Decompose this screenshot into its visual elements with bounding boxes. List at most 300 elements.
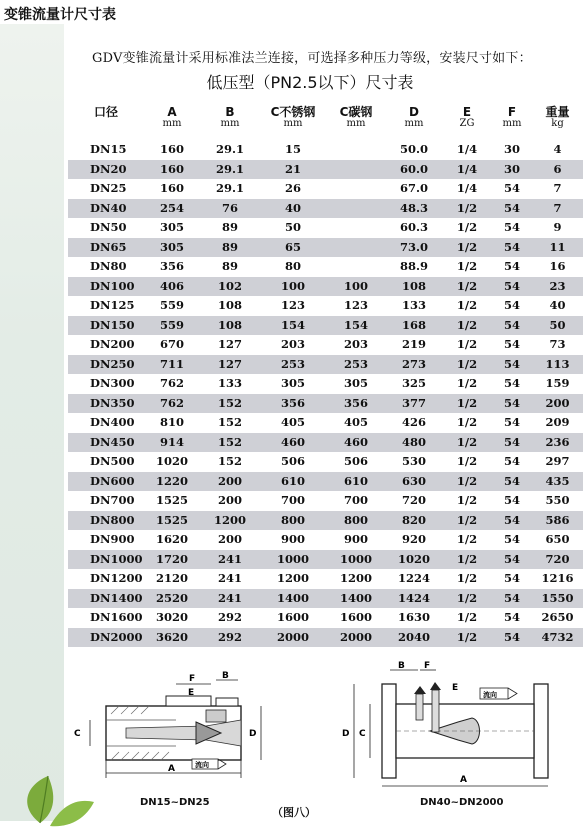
value-cell: 1/4 bbox=[456, 142, 478, 157]
column-header-unit: mm bbox=[283, 118, 303, 129]
right-dim-e: E bbox=[452, 683, 459, 693]
value-cell: 630 bbox=[401, 473, 426, 488]
table-row bbox=[68, 550, 583, 570]
value-cell: 297 bbox=[545, 454, 570, 469]
value-cell: 253 bbox=[343, 356, 368, 371]
size-cell: DN400 bbox=[90, 415, 135, 430]
value-cell: 108 bbox=[217, 298, 242, 313]
value-cell: 21 bbox=[284, 161, 301, 176]
value-cell: 54 bbox=[503, 181, 520, 196]
size-cell: DN700 bbox=[90, 493, 135, 508]
value-cell: 54 bbox=[503, 298, 520, 313]
value-cell: 1000 bbox=[339, 551, 372, 566]
column-header bbox=[442, 102, 492, 140]
size-cell: DN15 bbox=[90, 142, 127, 157]
value-cell: 480 bbox=[401, 434, 426, 449]
value-cell: 108 bbox=[401, 278, 426, 293]
value-cell: 273 bbox=[401, 356, 426, 371]
table-row bbox=[68, 179, 583, 199]
value-cell: 30 bbox=[503, 161, 520, 176]
value-cell: 241 bbox=[217, 571, 242, 586]
value-cell: 67.0 bbox=[399, 181, 428, 196]
value-cell: 89 bbox=[221, 239, 238, 254]
table-row bbox=[68, 452, 583, 472]
value-cell: 1550 bbox=[541, 590, 574, 605]
value-cell: 54 bbox=[503, 337, 520, 352]
value-cell: 7 bbox=[553, 200, 562, 215]
value-cell: 168 bbox=[401, 317, 426, 332]
value-cell: 900 bbox=[343, 532, 368, 547]
value-cell: 54 bbox=[503, 434, 520, 449]
left-flow-label: 流向 bbox=[195, 761, 209, 769]
value-cell: 762 bbox=[159, 395, 184, 410]
value-cell: 6 bbox=[553, 161, 562, 176]
value-cell: 9 bbox=[553, 220, 562, 235]
value-cell: 152 bbox=[217, 454, 242, 469]
table-row bbox=[68, 355, 583, 375]
value-cell: 2040 bbox=[397, 629, 430, 644]
value-cell: 73 bbox=[549, 337, 566, 352]
value-cell: 200 bbox=[545, 395, 570, 410]
value-cell: 203 bbox=[343, 337, 368, 352]
column-header bbox=[326, 102, 386, 140]
value-cell: 203 bbox=[280, 337, 305, 352]
value-cell: 460 bbox=[280, 434, 305, 449]
value-cell: 29.1 bbox=[215, 142, 244, 157]
left-dim-d: D bbox=[249, 729, 257, 739]
value-cell: 292 bbox=[217, 610, 242, 625]
value-cell: 54 bbox=[503, 415, 520, 430]
value-cell: 1/2 bbox=[456, 493, 478, 508]
size-cell: DN1000 bbox=[90, 551, 143, 566]
column-header-unit: mm bbox=[162, 118, 182, 129]
value-cell bbox=[326, 238, 386, 258]
value-cell: 405 bbox=[280, 415, 305, 430]
value-cell: 1/2 bbox=[456, 395, 478, 410]
value-cell: 133 bbox=[401, 298, 426, 313]
column-header-label: 口径 bbox=[93, 105, 118, 119]
value-cell: 50.0 bbox=[399, 142, 428, 157]
column-header-label: D bbox=[409, 105, 419, 119]
value-cell: 1424 bbox=[397, 590, 430, 605]
value-cell: 54 bbox=[503, 610, 520, 625]
value-cell: 73.0 bbox=[399, 239, 428, 254]
value-cell: 113 bbox=[545, 356, 570, 371]
table-row bbox=[68, 277, 583, 297]
table-row bbox=[68, 511, 583, 531]
table-row bbox=[68, 316, 583, 336]
value-cell: 54 bbox=[503, 356, 520, 371]
value-cell: 100 bbox=[280, 278, 305, 293]
value-cell: 54 bbox=[503, 512, 520, 527]
value-cell: 800 bbox=[343, 512, 368, 527]
value-cell: 1020 bbox=[397, 551, 430, 566]
value-cell: 1400 bbox=[276, 590, 309, 605]
value-cell: 4732 bbox=[541, 629, 574, 644]
column-header-unit: mm bbox=[502, 118, 522, 129]
right-figure-caption: DN40~DN2000 bbox=[420, 797, 504, 808]
value-cell: 810 bbox=[159, 415, 184, 430]
table-row bbox=[68, 296, 583, 316]
column-header-unit: mm bbox=[220, 118, 240, 129]
value-cell: 1224 bbox=[397, 571, 430, 586]
dimension-table bbox=[68, 102, 583, 647]
value-cell: 1/2 bbox=[456, 454, 478, 469]
page-title: 变锥流量计尺寸表 bbox=[4, 7, 116, 23]
value-cell: 800 bbox=[280, 512, 305, 527]
table-row bbox=[68, 218, 583, 238]
table-row bbox=[68, 257, 583, 277]
value-cell: 89 bbox=[221, 259, 238, 274]
value-cell: 7 bbox=[553, 181, 562, 196]
value-cell: 3020 bbox=[155, 610, 188, 625]
value-cell: 48.3 bbox=[399, 200, 428, 215]
value-cell: 460 bbox=[343, 434, 368, 449]
table-row bbox=[68, 569, 583, 589]
value-cell: 700 bbox=[343, 493, 368, 508]
value-cell: 1220 bbox=[155, 473, 188, 488]
drawing-dn40-dn2000 bbox=[340, 660, 572, 800]
value-cell: 1/2 bbox=[456, 298, 478, 313]
value-cell: 2120 bbox=[155, 571, 188, 586]
value-cell: 1/2 bbox=[456, 200, 478, 215]
value-cell: 1525 bbox=[155, 512, 188, 527]
value-cell: 1600 bbox=[276, 610, 309, 625]
value-cell: 1/2 bbox=[456, 629, 478, 644]
value-cell: 54 bbox=[503, 278, 520, 293]
value-cell bbox=[326, 257, 386, 277]
value-cell: 1525 bbox=[155, 493, 188, 508]
value-cell: 154 bbox=[280, 317, 305, 332]
size-cell: DN250 bbox=[90, 356, 135, 371]
value-cell bbox=[326, 179, 386, 199]
value-cell: 54 bbox=[503, 200, 520, 215]
value-cell: 1200 bbox=[339, 571, 372, 586]
value-cell: 54 bbox=[503, 317, 520, 332]
column-header-label: F bbox=[507, 105, 517, 119]
size-cell: DN40 bbox=[90, 200, 127, 215]
value-cell: 670 bbox=[159, 337, 184, 352]
value-cell: 152 bbox=[217, 434, 242, 449]
value-cell: 23 bbox=[549, 278, 566, 293]
value-cell: 586 bbox=[545, 512, 570, 527]
value-cell: 920 bbox=[401, 532, 426, 547]
column-header-label: C不锈钢 bbox=[270, 105, 316, 119]
size-cell: DN600 bbox=[90, 473, 135, 488]
value-cell: 405 bbox=[343, 415, 368, 430]
value-cell: 292 bbox=[217, 629, 242, 644]
value-cell: 236 bbox=[545, 434, 570, 449]
value-cell: 356 bbox=[280, 395, 305, 410]
value-cell: 305 bbox=[280, 376, 305, 391]
value-cell bbox=[326, 140, 386, 160]
column-header-label: 重量 bbox=[545, 105, 570, 119]
value-cell: 1/2 bbox=[456, 415, 478, 430]
value-cell: 711 bbox=[159, 356, 184, 371]
column-header-unit: ZG bbox=[459, 118, 475, 129]
value-cell: 426 bbox=[401, 415, 426, 430]
value-cell: 610 bbox=[280, 473, 305, 488]
value-cell: 29.1 bbox=[215, 181, 244, 196]
value-cell: 1600 bbox=[339, 610, 372, 625]
value-cell: 88.9 bbox=[399, 259, 428, 274]
size-cell: DN65 bbox=[90, 239, 127, 254]
value-cell: 900 bbox=[280, 532, 305, 547]
value-cell: 506 bbox=[280, 454, 305, 469]
value-cell: 26 bbox=[284, 181, 301, 196]
value-cell: 1/2 bbox=[456, 239, 478, 254]
value-cell: 610 bbox=[343, 473, 368, 488]
value-cell: 54 bbox=[503, 259, 520, 274]
value-cell: 650 bbox=[545, 532, 570, 547]
value-cell bbox=[326, 218, 386, 238]
value-cell: 506 bbox=[343, 454, 368, 469]
value-cell: 127 bbox=[217, 356, 242, 371]
value-cell: 1/2 bbox=[456, 512, 478, 527]
value-cell: 152 bbox=[217, 395, 242, 410]
right-dim-b: B bbox=[398, 661, 405, 671]
column-header-label: C碳钢 bbox=[339, 105, 373, 119]
value-cell: 54 bbox=[503, 239, 520, 254]
value-cell: 241 bbox=[217, 590, 242, 605]
value-cell: 1/2 bbox=[456, 317, 478, 332]
value-cell: 40 bbox=[549, 298, 566, 313]
value-cell: 54 bbox=[503, 473, 520, 488]
value-cell bbox=[326, 160, 386, 180]
value-cell: 254 bbox=[159, 200, 184, 215]
figure-number: （图八） bbox=[272, 806, 316, 819]
right-dim-a: A bbox=[460, 775, 467, 785]
column-header bbox=[386, 102, 442, 140]
value-cell: 1/2 bbox=[456, 571, 478, 586]
value-cell: 159 bbox=[545, 376, 570, 391]
value-cell: 1/2 bbox=[456, 590, 478, 605]
value-cell: 305 bbox=[159, 220, 184, 235]
value-cell: 60.3 bbox=[399, 220, 428, 235]
value-cell: 30 bbox=[503, 142, 520, 157]
size-cell: DN500 bbox=[90, 454, 135, 469]
value-cell: 2520 bbox=[155, 590, 188, 605]
value-cell: 914 bbox=[159, 434, 184, 449]
table-title bbox=[0, 70, 588, 93]
value-cell: 89 bbox=[221, 220, 238, 235]
size-cell: DN20 bbox=[90, 161, 127, 176]
column-header bbox=[532, 102, 583, 140]
value-cell: 219 bbox=[401, 337, 426, 352]
value-cell: 1/4 bbox=[456, 181, 478, 196]
size-cell: DN450 bbox=[90, 434, 135, 449]
value-cell: 50 bbox=[284, 220, 301, 235]
left-dim-a: A bbox=[168, 764, 175, 774]
column-header-label: B bbox=[225, 105, 235, 119]
value-cell: 550 bbox=[545, 493, 570, 508]
value-cell: 76 bbox=[221, 200, 238, 215]
value-cell: 2000 bbox=[276, 629, 309, 644]
value-cell: 54 bbox=[503, 493, 520, 508]
value-cell: 700 bbox=[280, 493, 305, 508]
value-cell: 123 bbox=[280, 298, 305, 313]
value-cell: 154 bbox=[343, 317, 368, 332]
value-cell: 54 bbox=[503, 395, 520, 410]
size-cell: DN100 bbox=[90, 278, 135, 293]
value-cell: 305 bbox=[159, 239, 184, 254]
value-cell: 253 bbox=[280, 356, 305, 371]
value-cell: 209 bbox=[545, 415, 570, 430]
column-header-label: E bbox=[462, 105, 472, 119]
value-cell: 1020 bbox=[155, 454, 188, 469]
left-figure-caption: DN15~DN25 bbox=[140, 797, 210, 808]
column-header bbox=[260, 102, 326, 140]
value-cell: 160 bbox=[159, 181, 184, 196]
value-cell: 1200 bbox=[276, 571, 309, 586]
table-row bbox=[68, 238, 583, 258]
table-row bbox=[68, 413, 583, 433]
intro-text: GDV变锥流量计采用标准法兰连接，可选择多种压力等级，安装尺寸如下： bbox=[92, 51, 532, 66]
right-dim-c: C bbox=[359, 729, 366, 739]
value-cell: 1/2 bbox=[456, 278, 478, 293]
value-cell: 15 bbox=[284, 142, 301, 157]
column-header-label: A bbox=[167, 105, 177, 119]
value-cell: 325 bbox=[401, 376, 426, 391]
value-cell: 54 bbox=[503, 629, 520, 644]
value-cell: 820 bbox=[401, 512, 426, 527]
value-cell: 1630 bbox=[397, 610, 430, 625]
table-title-text: 低压型（PN2.5以下）尺寸表 bbox=[206, 73, 414, 92]
value-cell: 1400 bbox=[339, 590, 372, 605]
value-cell: 1/2 bbox=[456, 356, 478, 371]
value-cell: 305 bbox=[343, 376, 368, 391]
value-cell: 200 bbox=[217, 532, 242, 547]
value-cell: 160 bbox=[159, 161, 184, 176]
size-cell: DN1400 bbox=[90, 590, 143, 605]
table-row bbox=[68, 589, 583, 609]
size-cell: DN150 bbox=[90, 317, 135, 332]
value-cell: 1/2 bbox=[456, 610, 478, 625]
value-cell: 1216 bbox=[541, 571, 574, 586]
table-row bbox=[68, 628, 583, 648]
value-cell: 762 bbox=[159, 376, 184, 391]
table-row bbox=[68, 160, 583, 180]
size-cell: DN25 bbox=[90, 181, 127, 196]
value-cell: 160 bbox=[159, 142, 184, 157]
size-cell: DN800 bbox=[90, 512, 135, 527]
size-cell: DN300 bbox=[90, 376, 135, 391]
value-cell: 1000 bbox=[276, 551, 309, 566]
value-cell: 435 bbox=[545, 473, 570, 488]
value-cell: 2650 bbox=[541, 610, 574, 625]
table-row bbox=[68, 608, 583, 628]
value-cell: 29.1 bbox=[215, 161, 244, 176]
size-cell: DN1200 bbox=[90, 571, 143, 586]
size-cell: DN200 bbox=[90, 337, 135, 352]
value-cell: 123 bbox=[343, 298, 368, 313]
column-header bbox=[68, 102, 144, 140]
value-cell: 200 bbox=[217, 473, 242, 488]
value-cell: 377 bbox=[401, 395, 426, 410]
value-cell: 720 bbox=[401, 493, 426, 508]
value-cell: 720 bbox=[545, 551, 570, 566]
value-cell: 200 bbox=[217, 493, 242, 508]
column-header-unit: kg bbox=[551, 118, 564, 129]
column-header-unit: mm bbox=[404, 118, 424, 129]
value-cell bbox=[326, 199, 386, 219]
value-cell: 54 bbox=[503, 376, 520, 391]
table-row bbox=[68, 491, 583, 511]
value-cell: 1/2 bbox=[456, 434, 478, 449]
value-cell: 11 bbox=[549, 239, 566, 254]
size-cell: DN50 bbox=[90, 220, 127, 235]
table-row bbox=[68, 374, 583, 394]
right-dim-d: D bbox=[342, 729, 350, 739]
value-cell: 530 bbox=[401, 454, 426, 469]
table-row bbox=[68, 140, 583, 160]
column-header bbox=[492, 102, 532, 140]
value-cell: 1/2 bbox=[456, 532, 478, 547]
table-row bbox=[68, 199, 583, 219]
size-cell: DN80 bbox=[90, 259, 127, 274]
value-cell: 100 bbox=[343, 278, 368, 293]
table-header bbox=[68, 102, 583, 140]
value-cell: 1/2 bbox=[456, 337, 478, 352]
value-cell: 54 bbox=[503, 551, 520, 566]
table-row bbox=[68, 530, 583, 550]
value-cell: 152 bbox=[217, 415, 242, 430]
value-cell: 559 bbox=[159, 298, 184, 313]
value-cell: 1/2 bbox=[456, 551, 478, 566]
value-cell: 1/2 bbox=[456, 376, 478, 391]
value-cell: 133 bbox=[217, 376, 242, 391]
value-cell: 241 bbox=[217, 551, 242, 566]
left-decorative-band bbox=[0, 24, 64, 821]
value-cell: 356 bbox=[159, 259, 184, 274]
value-cell: 1720 bbox=[155, 551, 188, 566]
table-row bbox=[68, 433, 583, 453]
value-cell: 127 bbox=[217, 337, 242, 352]
left-dim-f: F bbox=[189, 674, 196, 684]
value-cell: 1/2 bbox=[456, 259, 478, 274]
value-cell: 80 bbox=[284, 259, 301, 274]
value-cell: 1/2 bbox=[456, 473, 478, 488]
value-cell: 1/4 bbox=[456, 161, 478, 176]
right-flow-label: 流向 bbox=[483, 691, 497, 699]
value-cell: 1620 bbox=[155, 532, 188, 547]
value-cell: 50 bbox=[549, 317, 566, 332]
column-header bbox=[144, 102, 200, 140]
value-cell: 1200 bbox=[213, 512, 246, 527]
value-cell: 40 bbox=[284, 200, 301, 215]
left-dim-c: C bbox=[74, 729, 81, 739]
left-dim-b: B bbox=[222, 671, 229, 681]
column-header bbox=[200, 102, 260, 140]
value-cell: 108 bbox=[217, 317, 242, 332]
value-cell: 2000 bbox=[339, 629, 372, 644]
value-cell: 54 bbox=[503, 590, 520, 605]
size-cell: DN2000 bbox=[90, 629, 143, 644]
value-cell: 60.0 bbox=[399, 161, 428, 176]
value-cell: 16 bbox=[549, 259, 566, 274]
column-header-unit: mm bbox=[346, 118, 366, 129]
header-row bbox=[68, 102, 583, 140]
size-cell: DN350 bbox=[90, 395, 135, 410]
left-dim-e: E bbox=[188, 688, 195, 698]
value-cell: 406 bbox=[159, 278, 184, 293]
table-row bbox=[68, 335, 583, 355]
value-cell: 54 bbox=[503, 532, 520, 547]
value-cell: 4 bbox=[553, 142, 562, 157]
table-row bbox=[68, 394, 583, 414]
value-cell: 3620 bbox=[155, 629, 188, 644]
value-cell: 559 bbox=[159, 317, 184, 332]
